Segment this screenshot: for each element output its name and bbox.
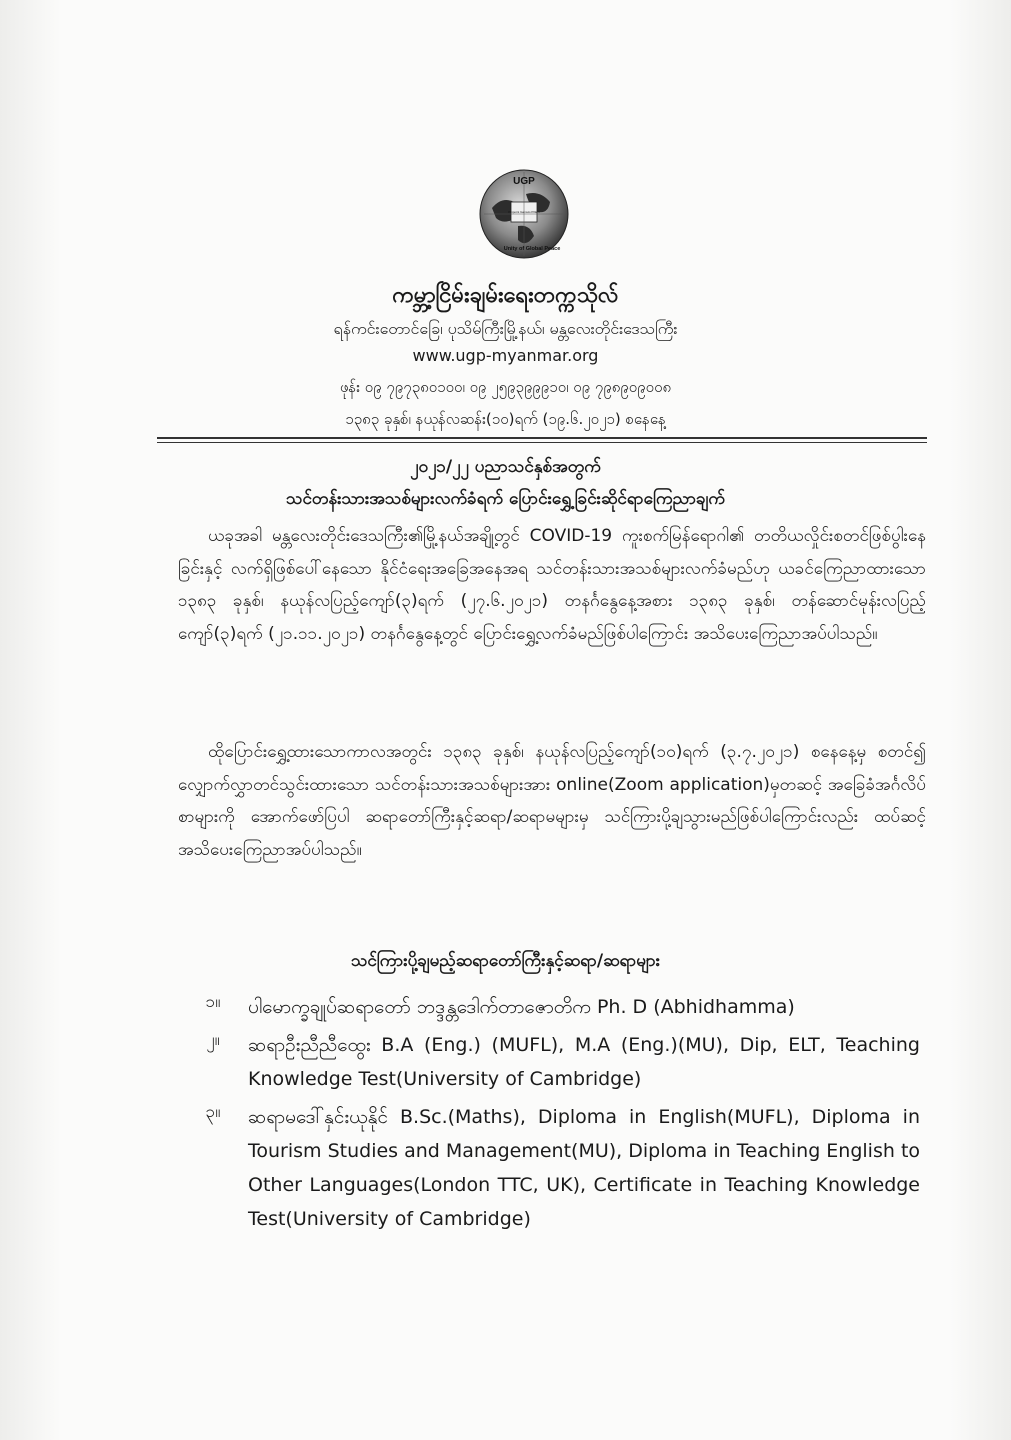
teacher-item (178, 1100, 928, 1236)
university-name: ကမ္ဘာ့ငြိမ်းချမ်းရေးတက္ကသိုလ် (392, 283, 619, 308)
announcement-title-line2: သင်တန်းသားအသစ်များလက်ခံရက် ပြောင်းရွှေ့ခြင်းဆိုင်ရာကြေညာချက် (286, 489, 725, 509)
teacher-item (178, 1028, 928, 1096)
university-website: www.ugp-myanmar.org (412, 346, 599, 365)
teacher-number: ၁။ (205, 992, 221, 1012)
teachers-list (178, 990, 928, 1240)
teacher-number: ၃။ (205, 1102, 221, 1122)
announcement-date: ၁၃၈၃ ခုနှစ်၊ နယုန်လဆန်း(၁၀)ရက် (၁၉.၆.၂၀၂၁) စနေနေ့ (345, 410, 666, 428)
paragraph-2: ထိုပြောင်းရွှေ့ထားသောကာလအတွင်း ၁၃၈၃ ခုနှစ်၊ နယုန်လပြည့်ကျော်(၁၀)ရက် (၃.၇.၂၀၂၁) စနေနေ့မှ စတင်၍ လျှောက်လွှာတင်သွင်းထားသော သင်တန်းသားအသစ်များအား online(Zoom application)မှတဆင့် အခြေခံအင်္ဂလိပ်စာများကို အောက်ဖော်ပြပါ ဆရာတော်ကြီးနှင့်ဆရာ/ဆရာမများမှ သင်ကြားပို့ချသွားမည်ဖြစ်ပါကြောင်းလည်း ထပ်ဆင့် အသိပေးကြေညာအပ်ပါသည်။ (178, 742, 926, 860)
header-divider-thick (157, 437, 927, 439)
teacher-details: ဆရာဦးညီညီထွေး B.A (Eng.) (MUFL), M.A (Eng.)(MU), Dip, ELT, Teaching Knowledge Test(University of Cambridge) (248, 1034, 920, 1090)
teacher-item (178, 990, 928, 1024)
teacher-details: ပါမောက္ခချုပ်ဆရာတော် ဘဒ္ဒန္တဒေါက်တာဇောတိက Ph. D (Abhidhamma) (248, 996, 795, 1018)
university-address: ရန်ကင်းတောင်ခြေ၊ ပုသိမ်ကြီးမြို့နယ်၊ မန္တလေးတိုင်းဒေသကြီး (333, 319, 678, 338)
logo-ugp-text: UGP (513, 176, 535, 187)
announcement-title-line1: ၂၀၂၁/၂၂ ပညာသင်နှစ်အတွက် (410, 457, 601, 477)
phone-numbers: ဖုန်း ၀၉ ၇၉၇၃၈၀၁၀၀၊ ၀၉ ၂၅၉၃၉၉၉၁၀၊ ၀၉ ၇၉၈၉၀၉၀၀၈ (339, 378, 672, 396)
header-divider-thin (157, 442, 927, 443)
teacher-details: ဆရာမဒေါ်နှင်းယုနိုင် B.Sc.(Maths), Diploma in English(MUFL), Diploma in Tourism Studies and Management(MU), Diploma in Teaching English to Other Languages(London TTC, UK), Certificate in Teaching Knowledge Test(University of Cambridge) (248, 1106, 921, 1230)
teacher-number: ၂။ (206, 1030, 220, 1050)
ugp-globe-logo (478, 168, 570, 260)
teachers-heading: သင်ကြားပို့ချမည့်ဆရာတော်ကြီးနှင့်ဆရာ/ဆရာများ (350, 951, 661, 971)
paragraph-1: ယခုအခါ မန္တလေးတိုင်းဒေသကြီး၏မြို့နယ်အချို့တွင် COVID-19 ကူးစက်မြန်ရောဂါ၏ တတိယလှိုင်းစတင်ဖြစ်ပွါးနေခြင်းနှင့် လက်ရှိဖြစ်ပေါ်နေသော နိုင်ငံရေးအခြေအနေအရ သင်တန်းသားအသစ်များလက်ခံမည်ဟု ယခင်ကြေညာထားသော ၁၃၈၃ ခုနှစ်၊ နယုန်လပြည့်ကျော်(၃)ရက် (၂၇.၆.၂၀၂၁) တနင်္ဂနွေနေ့အစား ၁၃၈၃ ခုနှစ်၊ တန်ဆောင်မုန်းလပြည့်ကျော်(၃)ရက် (၂၁.၁၁.၂၀၂၁) တနင်္ဂနွေနေ့တွင် ပြောင်းရွှေ့လက်ခံမည်ဖြစ်ပါကြောင်း အသိပေးကြေညာအပ်ပါသည်။ (178, 526, 926, 644)
logo-ring-text: Unity of Global Peace (503, 246, 561, 252)
logo-center-text: Pinpoint Gamuts Pillars (508, 210, 540, 214)
